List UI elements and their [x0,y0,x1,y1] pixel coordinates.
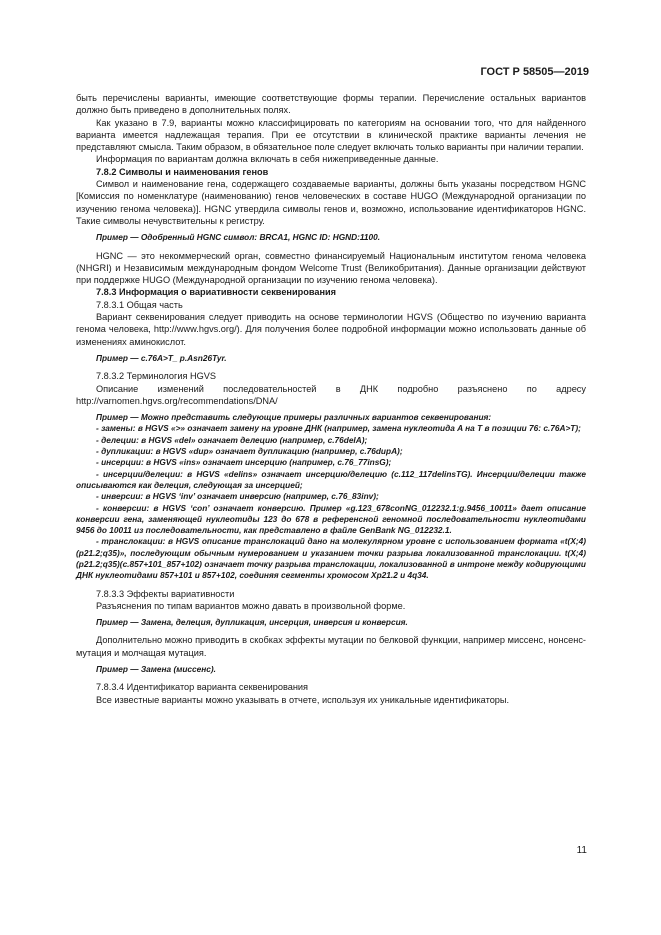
subsection-heading-7-8-3-4: 7.8.3.4 Идентификатор варианта секвенирования [96,682,309,693]
section-heading-7-8-3: 7.8.3 Информация о вариативности секвенирования [96,287,337,298]
paragraph: HGNC — это некоммерческий орган, совместно финансируемый Национальным институтом генома человека (NHGRI) и Независимым международным фондом Welcome Trust (Великобритания). Данные организации действуют при поддержке HUGO (Международной организации по изучению генома человека). [76,250,586,286]
paragraph: Разъяснения по типам вариантов можно давать в произвольной форме. [96,600,406,611]
paragraph: Вариант секвенирования следует приводить на основе терминологии HGVS (Общество по изучению варианта генома человека, http://www.hgvs.org/). Для получения более подробной информации можно использовать данные об изменениях аминокислот. [76,312,586,347]
example-note: Пример — Замена, делеция, дупликация, инсерция, инверсия и конверсия. [96,617,408,628]
example-line: - конверсии: в HGVS ‘con’ означает конверсию. Пример «g.123_678conNG_012232.1:g.9456_10011» дает описание конверсии гена, заменяющей нуклеотиды 123 до 678 в референсной геномной последовательности нуклеотидами 9456 до 10011 из последовательности, как представлено в файле GenBank NG_012232.1. [76,502,586,536]
example-line: Пример — Можно представить следующие примеры различных вариантов секвенирования: [96,412,492,423]
example-line: - замены: в HGVS «>» означает замену на уровне ДНК (например, замена нуклеотида A на T в позиции 76: c.76A>T); [96,423,581,434]
subsection-heading-7-8-3-1: 7.8.3.1 Общая часть [96,299,183,310]
example-line: - инверсии: в HGVS ‘inv’ означает инверсию (например, c.76_83inv); [96,491,379,502]
example-block [76,412,586,581]
example-note: Пример — Одобренный HGNC символ: BRCA1, HGNC ID: HGND:1100. [96,232,381,243]
example-note: Пример — c.76A>T_ p.Asn26Tyr. [96,352,227,363]
paragraph: Все известные варианты можно указывать в отчете, используя их уникальные идентификаторы. [96,694,510,705]
example-note: Пример — Замена (миссенс). [96,664,216,675]
paragraph: быть перечислены варианты, имеющие соответствующие формы терапии. Перечисление остальных вариантов должно быть приведено в дополнительных полях. [76,93,586,116]
subsection-heading-7-8-3-2: 7.8.3.2 Терминология HGVS [96,371,217,382]
section-heading-7-8-2: 7.8.2 Символы и наименования генов [96,166,269,177]
page-number: 11 [576,845,587,856]
paragraph: Символ и наименование гена, содержащего создаваемые варианты, должны быть указаны посредством HGNC [Комиссия по номенклатуре (наименованию) генов человеческих в составе HUGO (Международной организации по изучению генома человека)]. HGNC утвердила символы генов и, возможно, использование идентификаторов HGNC. Такие символы нечувствительны к регистру. [76,179,586,226]
example-line: - инсерции/делеции: в HGVS «delins» означает инсерцию/делецию (c.112_117delinsTG). Инсерции/делеции также описываются как делеция, следующая за инсерцией; [76,468,586,490]
example-line: - дупликации: в HGVS «dup» означает дупликацию (например, c.76dupA); [96,446,403,457]
paragraph: Описание изменений последовательностей в ДНК подробно разъяснено по адресу http://varnomen.hgvs.org/recommendations/DNA/ [76,383,586,406]
document-body [76,92,586,706]
paragraph: Информация по вариантам должна включать в себя нижеприведенные данные. [96,154,439,165]
example-line: - инсерции: в HGVS «ins» означает инсерцию (например, c.76_77insG); [96,457,392,468]
document-header: ГОСТ Р 58505—2019 [480,66,589,78]
example-line: - делеции: в HGVS «del» означает делецию (например, c.76delA); [96,434,368,445]
paragraph: Дополнительно можно приводить в скобках эффекты мутации по белковой функции, например миссенс, нонсенс-мутация и молчащая мутация. [76,635,586,658]
example-line: - транслокации: в HGVS описание транслокаций дано на молекулярном уровне с использованием формата «t(X;4)(p21.2;q35)», последующим обычным нумерованием и указанием точки разрыва локализованной транслокации. t(X;4)(p21.2;q35)(c.857+101_857+102) означает точку разрыва транслокации, локализованной в интроне между кодирующими ДНК нуклеотидами 857+101 и 857+102, соединяя сегменты хромосом Xp21.2 и 4q34. [76,536,586,581]
paragraph: Как указано в 7.9, варианты можно классифицировать по категориям на основании того, что для найденного варианта имеется надлежащая терапия. При ее отсутствии в клинической практике варианты лечения не представляют смысла. Таким образом, в обязательное поле следует включать только варианты при наличии терапии. [76,117,586,153]
subsection-heading-7-8-3-3: 7.8.3.3 Эффекты вариативности [96,588,235,599]
